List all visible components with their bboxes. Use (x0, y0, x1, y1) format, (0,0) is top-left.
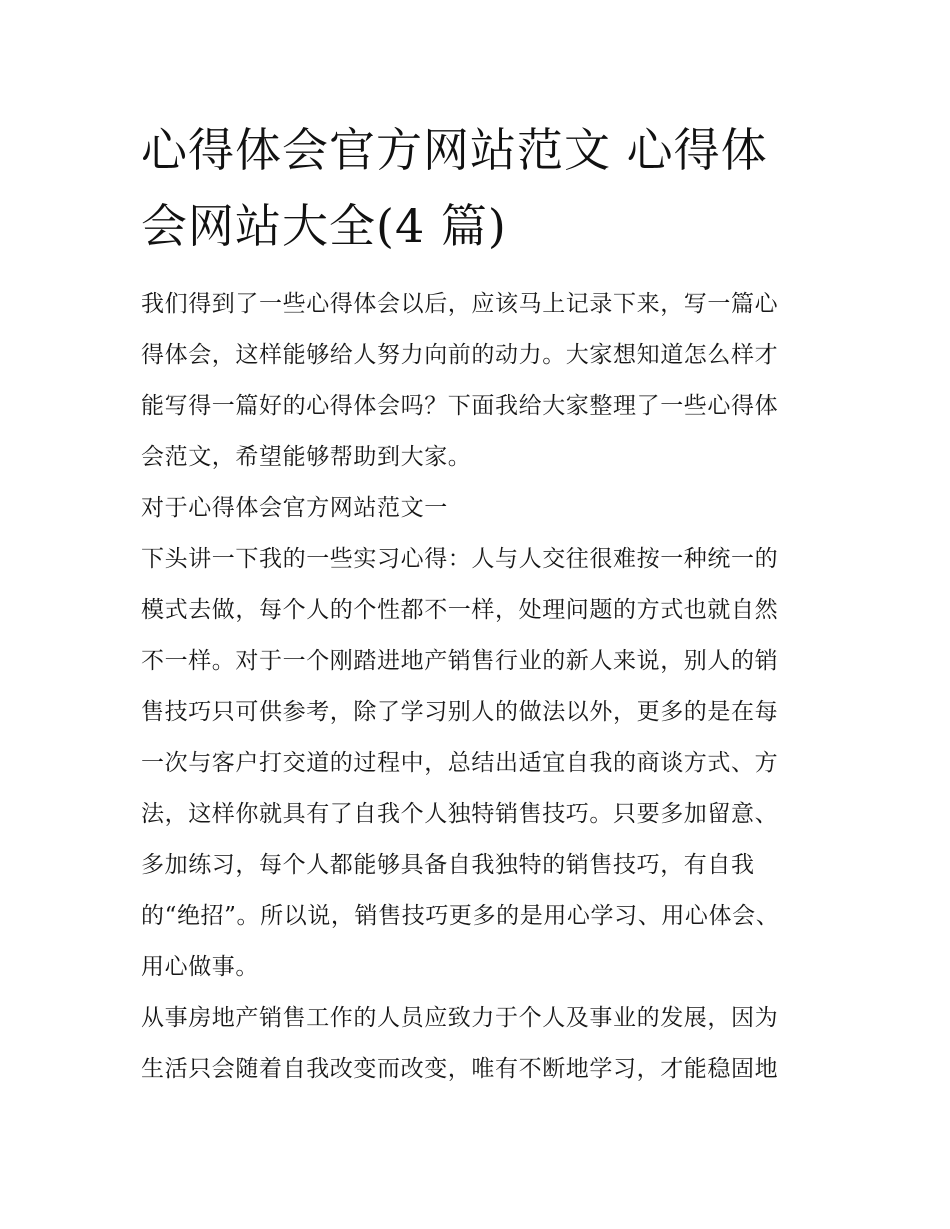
paragraph-line-2: 模式去做，每个人的个性都不一样，处理问题的方式也就自然 (141, 597, 779, 623)
title-line-2: 会网站大全(4 篇) (141, 199, 507, 253)
title-line-1: 心得体会官方网站范文 心得体 (141, 123, 768, 177)
document-body (141, 279, 821, 1095)
paragraph-line-6: 法，这样你就具有了自我个人独特销售技巧。只要多加留意、 (141, 801, 779, 827)
paragraph2-line-2: 生活只会随着自我改变而改变，唯有不断地学习，才能稳固地 (141, 1056, 779, 1082)
paragraph-line-9: 用心做事。 (141, 954, 259, 980)
intro-line-1: 我们得到了一些心得体会以后，应该马上记录下来，写一篇心 (141, 291, 779, 317)
document-title (141, 112, 821, 264)
paragraph-line-8: 的“绝招”。所以说，销售技巧更多的是用心学习、用心体会、 (141, 903, 780, 929)
paragraph-line-5: 一次与客户打交道的过程中，总结出适宜自我的商谈方式、方 (141, 750, 779, 776)
paragraph2-line-1: 从事房地产销售工作的人员应致力于个人及事业的发展，因为 (141, 1005, 779, 1031)
paragraph-line-1: 下头讲一下我的一些实习心得：人与人交往很难按一种统一的 (141, 546, 779, 572)
paragraph-line-4: 售技巧只可供参考，除了学习别人的做法以外，更多的是在每 (141, 699, 779, 725)
intro-line-3: 能写得一篇好的心得体会吗？下面我给大家整理了一些心得体 (141, 393, 779, 419)
paragraph-line-3: 不一样。对于一个刚踏进地产销售行业的新人来说，别人的销 (141, 648, 779, 674)
section-heading: 对于心得体会官方网站范文一 (141, 495, 448, 521)
intro-line-4: 会范文，希望能够帮助到大家。 (141, 444, 472, 470)
paragraph-line-7: 多加练习，每个人都能够具备自我独特的销售技巧，有自我 (141, 852, 755, 878)
intro-line-2: 得体会，这样能够给人努力向前的动力。大家想知道怎么样才 (141, 342, 779, 368)
